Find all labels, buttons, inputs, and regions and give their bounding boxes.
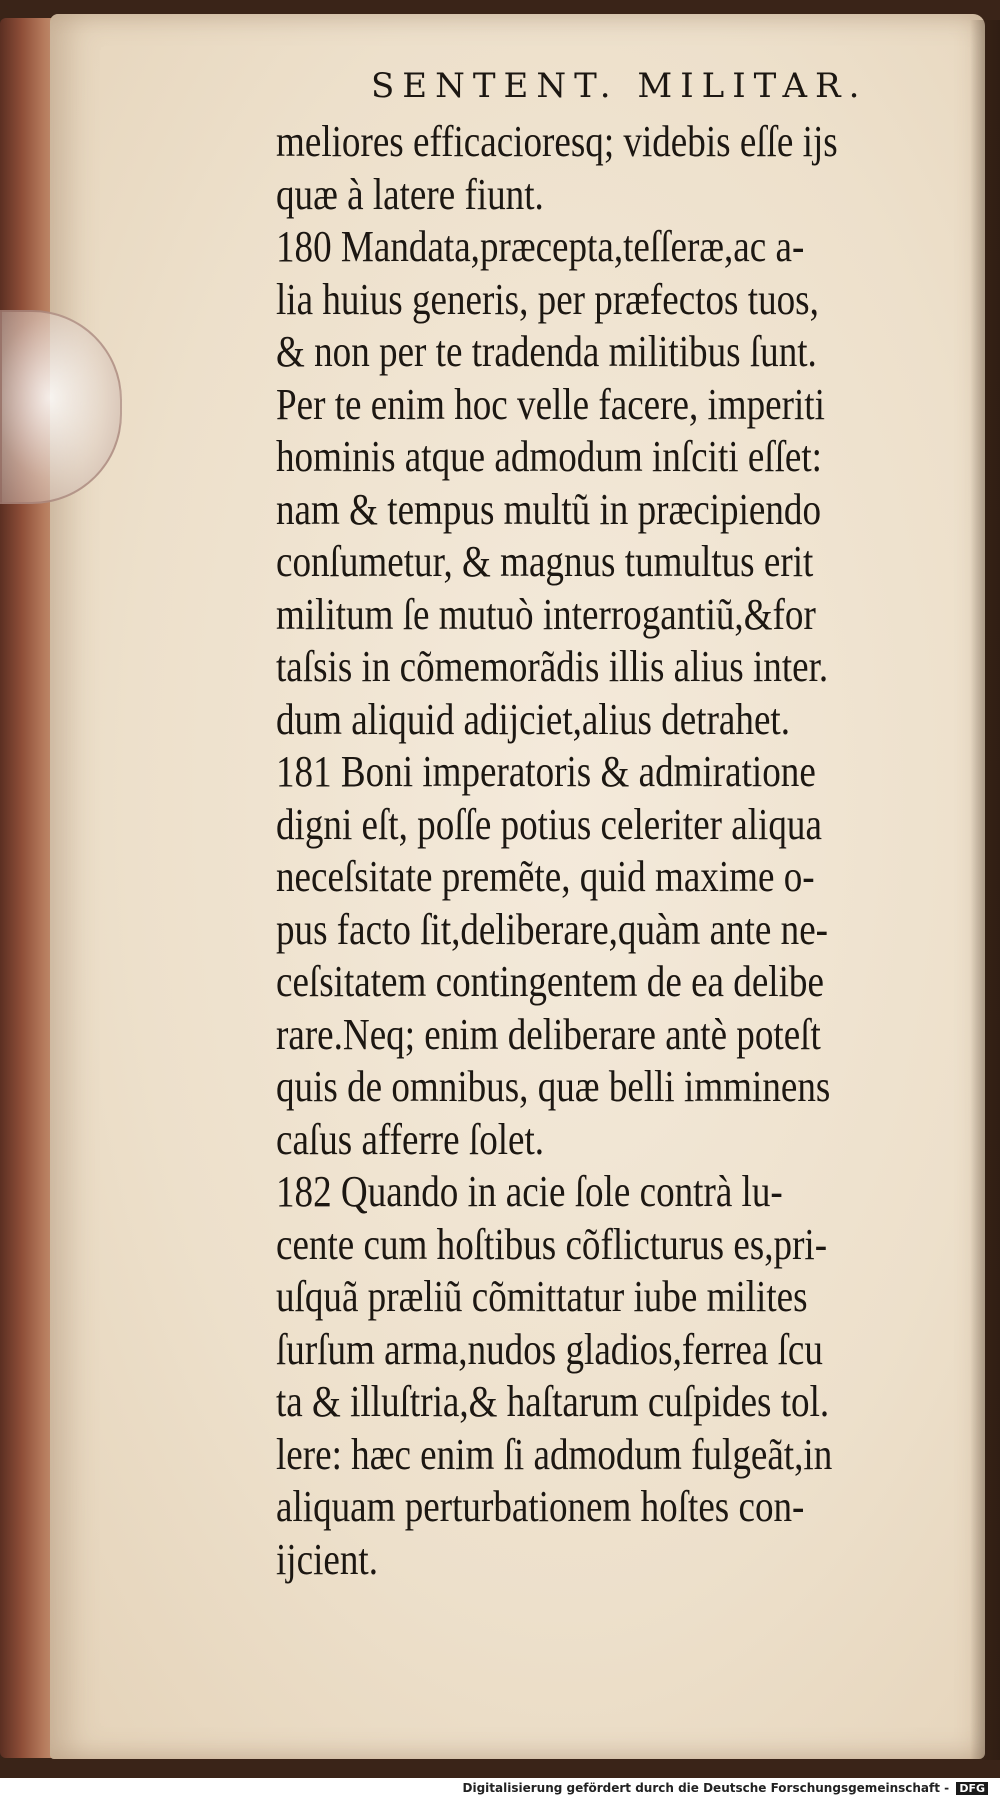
text-line: neceſsitate premẽte, quid maxime o- <box>276 852 815 901</box>
page-text <box>276 58 976 1586</box>
text-line: hominis atque admodum inſciti eſſet: <box>276 432 822 481</box>
text-line: 182 Quando in acie ſole contrà lu- <box>276 1167 783 1216</box>
text-line: dum aliquid adijciet,alius detrahet. <box>276 694 790 744</box>
footer-credit <box>463 1781 988 1795</box>
text-line: pus facto ſit,deliberare,quàm ante ne- <box>276 904 829 954</box>
text-line: digni eſt, poſſe potius celeriter aliqua <box>276 799 822 849</box>
text-line: nam & tempus multũ in præcipiendo <box>276 484 821 534</box>
text-line: lia huius generis, per præfectos tuos, <box>276 274 819 324</box>
running-head: SENTENT. MILITAR. <box>371 66 868 106</box>
text-line: quæ à latere fiunt. <box>276 169 544 219</box>
text-line: caſus afferre ſolet. <box>276 1114 545 1164</box>
text-line: taſsis in cõmemorãdis illis alius inter. <box>276 642 829 691</box>
text-lines <box>276 116 976 1586</box>
text-line: lere: hæc enim ſi admodum fulgeãt,in <box>276 1429 833 1479</box>
text-line: aliquam perturbationem hoſtes con- <box>276 1482 805 1531</box>
text-line: 181 Boni imperatoris & admiratione <box>276 747 816 796</box>
text-line: ijcient. <box>276 1534 378 1584</box>
text-line: conſumetur, & magnus tumultus erit <box>276 537 814 586</box>
text-line: quis de omnibus, quæ belli imminens <box>276 1062 831 1111</box>
text-line: ceſsitatem contingentem de ea delibe <box>276 957 824 1006</box>
text-line: cente cum hoſtibus cõflicturus es,pri- <box>276 1219 828 1269</box>
text-line: Per te enim hoc velle facere, imperiti <box>276 379 825 429</box>
dfg-logo: DFG <box>956 1782 988 1795</box>
text-line: militum ſe mutuò interrogantiũ,&for <box>276 589 816 639</box>
text-line: 180 Mandata,præcepta,teſſeræ,ac a- <box>276 222 805 271</box>
text-line: meliores efficacioresq; videbis eſſe ijs <box>276 117 838 166</box>
text-line: uſquã præliũ cõmittatur iube milites <box>276 1272 808 1321</box>
text-line: & non per te tradenda militibus ſunt. <box>276 327 817 376</box>
text-line: ta & illuſtria,& haſtarum cuſpides tol. <box>276 1377 830 1426</box>
text-line: ſurſum arma,nudos gladios,ferrea ſcu <box>276 1324 823 1374</box>
footer-credit-text: Digitalisierung gefördert durch die Deutsche Forschungsgemeinschaft - <box>462 1781 950 1795</box>
text-line: rare.Neq; enim deliberare antè poteſt <box>276 1009 821 1059</box>
